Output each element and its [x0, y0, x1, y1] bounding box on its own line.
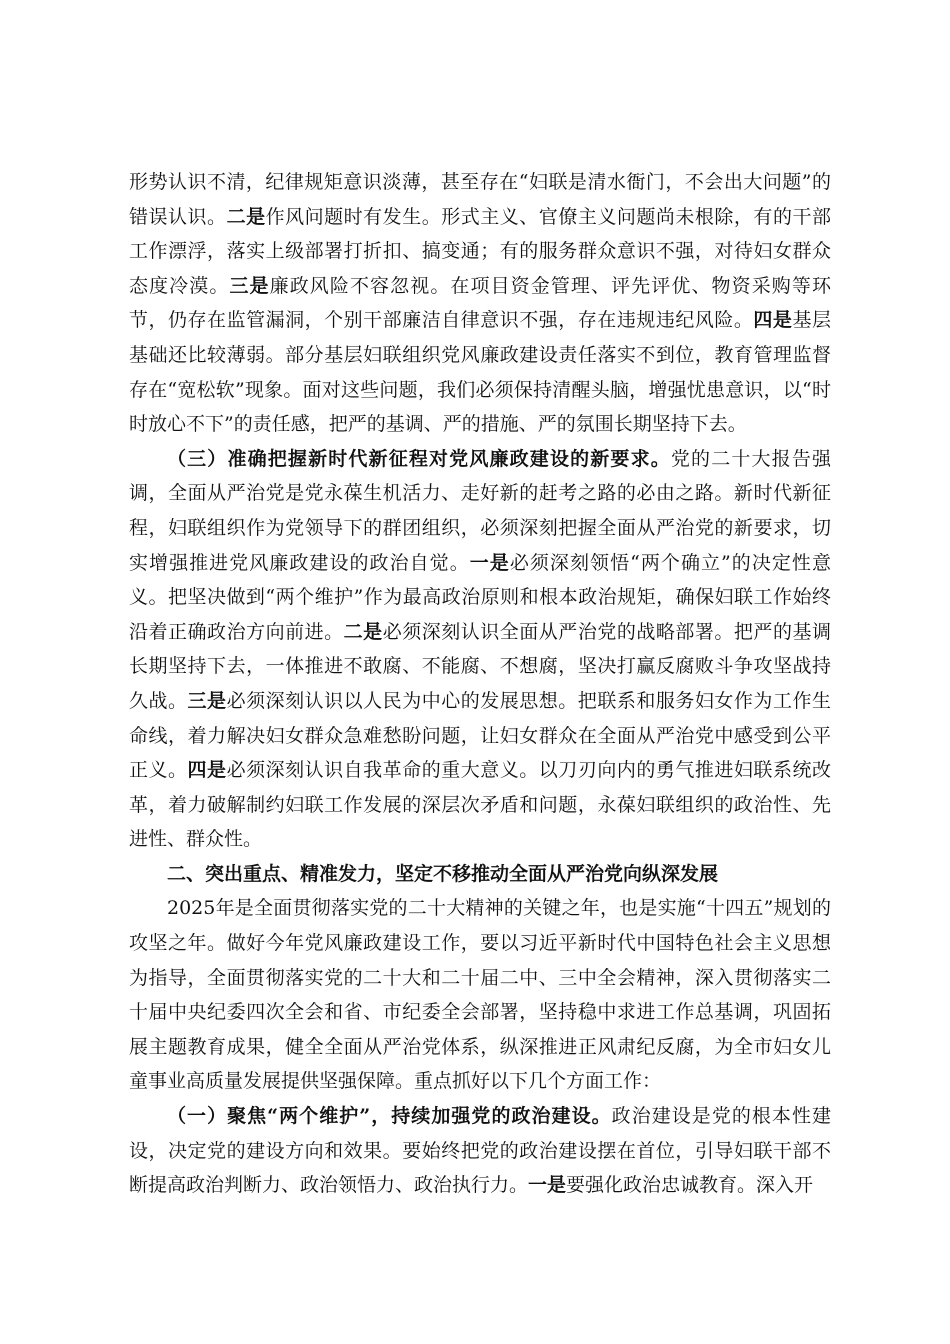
bold-segment: 二是 — [343, 620, 383, 643]
text-segment: 形势认识不清，纪律规矩意识淡薄，甚至存在“妇联是清水衙门，不会出大问题”的错误认识。 — [129, 171, 831, 228]
text-segment: 必须深刻认识全面从严治党的战略部署。把严的基调长期坚持下去，一体推进不敢腐、不能腐、不想腐，坚决打赢反腐败斗争攻坚战持久战。 — [129, 620, 831, 712]
bold-segment: 四是 — [753, 309, 793, 332]
text-segment: 必须深刻认识以人民为中心的发展思想。把联系和服务妇女作为工作生命线，着力解决妇女群众急难愁盼问题，让妇女群众在全面从严治党中感受到公平正义。 — [129, 689, 831, 782]
bold-segment: 一是 — [528, 1174, 567, 1197]
text-segment: 基层基础还比较薄弱。部分基层妇联组织党风廉政建设责任落实不到位，教育管理监督存在“宽松软”现象。面对这些问题，我们必须保持清醒头脑，增强忧患意识，以“时时放心不下”的责任感，把严的基调、严的措施、严的氛围长期坚持下去。 — [129, 309, 831, 436]
text-segment: 必须深刻认识自我革命的重大意义。以刀刃向内的勇气推进妇联系统改革，着力破解制约妇联工作发展的深层次矛盾和问题，永葆妇联组织的政治性、先进性、群众性。 — [129, 759, 831, 851]
text-segment: 必须深刻领悟“两个确立”的决定性意义。把坚决做到“两个维护”作为最高政治原则和根本政治规矩，确保妇联工作始终沿着正确政治方向前进。 — [129, 551, 831, 643]
text-segment: 要强化政治忠诚教育。深入开 — [566, 1174, 814, 1197]
paragraph-4 — [129, 891, 831, 1099]
paragraph-5 — [129, 1099, 831, 1203]
paragraph-2 — [129, 442, 831, 857]
text-segment: 二、突出重点、精准发力，坚定不移推动全面从严治党向纵深发展 — [167, 862, 719, 885]
bold-segment: 三是 — [229, 274, 270, 297]
text-segment: 廉政风险不容忽视。在项目资金管理、评先评优、物资采购等环节，仍存在监管漏洞，个别干部廉洁自律意识不强，存在违规违纪风险。 — [129, 274, 831, 332]
document-body — [129, 165, 831, 1203]
text-segment: 作风问题时有发生。形式主义、官僚主义问题尚未根除，有的干部工作漂浮，落实上级部署打折扣、搞变通；有的服务群众意识不强，对待妇女群众态度冷漠。 — [129, 205, 831, 297]
bold-segment: （三）准确把握新时代新征程对党风廉政建设的新要求。 — [167, 447, 671, 470]
text-segment: 2025年是全面贯彻落实党的二十大精神的关键之年，也是实施“十四五”规划的攻坚之年。做好今年党风廉政建设工作，要以习近平新时代中国特色社会主义思想为指导，全面贯彻落实党的二十大和二十届二中、三中全会精神，深入贯彻落实二十届中央纪委四次全会和省、市纪委全会部署，坚持稳中求进工作总基调，巩固拓展主题教育成果，健全全面从严治党体系，纵深推进正风肃纪反腐，为全市妇女儿童事业高质量发展提供坚强保障。重点抓好以下几个方面工作： — [129, 897, 831, 1093]
bold-segment: 三是 — [187, 689, 227, 712]
bold-segment: 二是 — [226, 205, 266, 228]
paragraph-3 — [129, 857, 831, 892]
bold-segment: 一是 — [469, 551, 510, 574]
text-segment: 党的二十大报告强调，全面从严治党是党永葆生机活力、走好新的赶考之路的必由之路。新时代新征程，妇联组织作为党领导下的群团组织，必须深刻把握全面从严治党的新要求，切实增强推进党风廉政建设的政治自觉。 — [129, 447, 831, 574]
paragraph-1 — [129, 165, 831, 442]
text-segment: 政治建设是党的根本性建设，决定党的建设方向和效果。要始终把党的政治建设摆在首位，引导妇联干部不断提高政治判断力、政治领悟力、政治执行力。 — [129, 1105, 831, 1197]
bold-segment: 四是 — [187, 759, 227, 782]
bold-segment: （一）聚焦“两个维护”，持续加强党的政治建设。 — [167, 1105, 612, 1128]
